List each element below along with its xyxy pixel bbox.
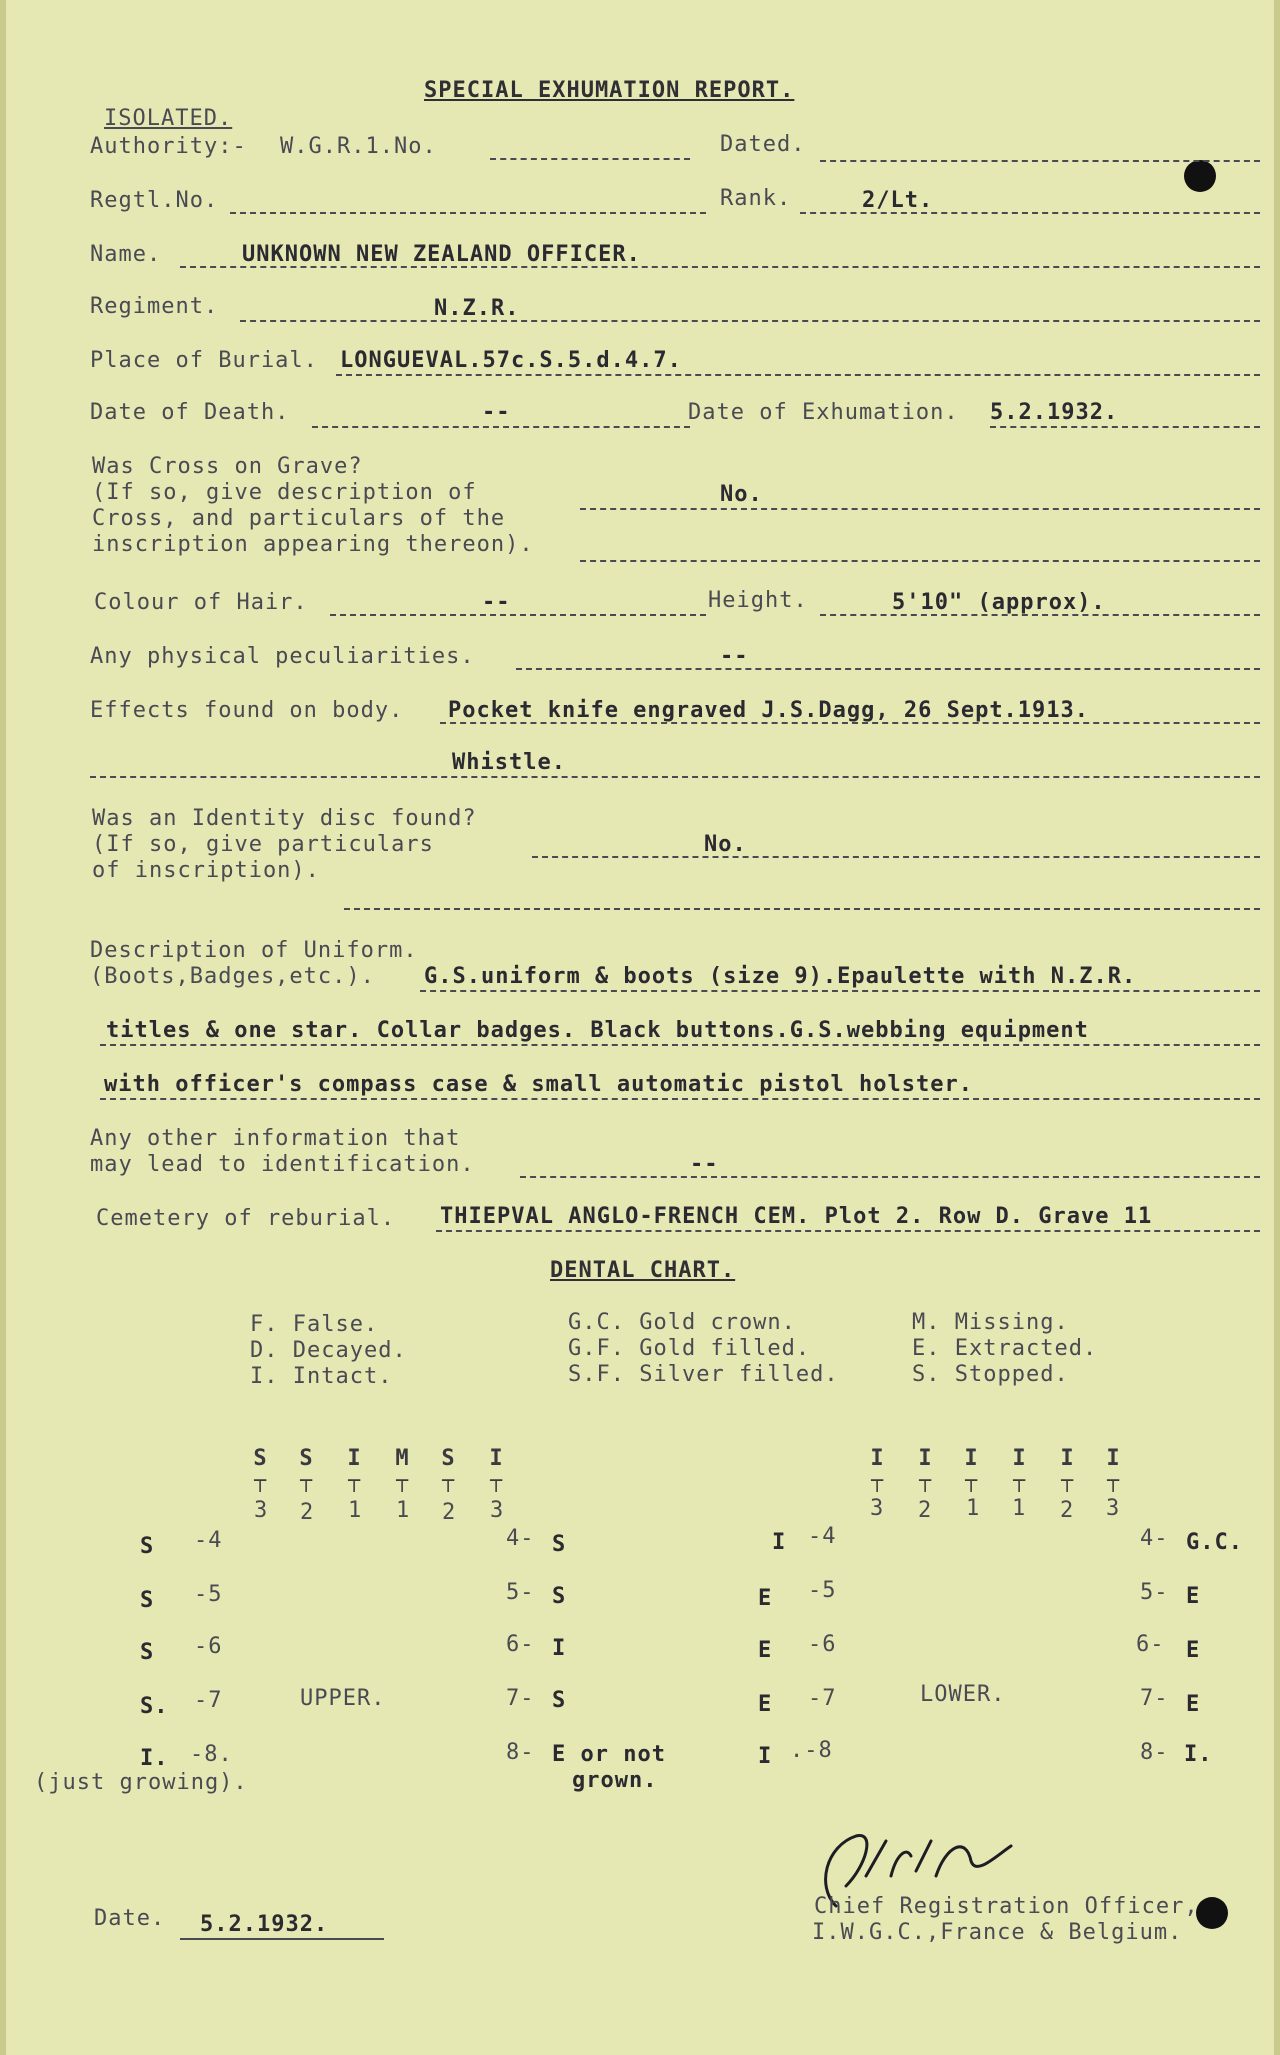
- regiment-line: [240, 320, 1260, 322]
- uniform-rule-1: [420, 990, 1260, 992]
- height-line: [820, 614, 1260, 616]
- lower-right-code-5: E: [1186, 1584, 1201, 1609]
- effects-value: Pocket knife engraved J.S.Dagg, 26 Sept.1913.: [448, 698, 1090, 723]
- lower-right-code-4: G.C.: [1186, 1530, 1243, 1555]
- lower-right-num-8: 8-: [1140, 1740, 1169, 1765]
- upper-left-code-7: S.: [140, 1694, 169, 1719]
- cross-question-4: inscription appearing thereon).: [92, 532, 534, 557]
- cross-line-1: [580, 508, 1260, 510]
- upper-left-code-8: I.: [140, 1746, 169, 1771]
- effects-label: Effects found on body.: [90, 698, 404, 723]
- upper-tooth-r1: I ┬: [347, 1446, 361, 1492]
- cemetery-label: Cemetery of reburial.: [96, 1206, 396, 1231]
- cross-line-2: [580, 560, 1260, 562]
- cemetery-value: THIEPVAL ANGLO-FRENCH CEM. Plot 2. Row D. Grave 11: [440, 1204, 1153, 1229]
- office-line-1: Chief Registration Officer,: [814, 1894, 1199, 1919]
- effects-value-2: Whistle.: [452, 750, 566, 775]
- lower-left-num-8: .-8: [790, 1738, 833, 1763]
- cross-value: No.: [720, 482, 763, 507]
- exhumation-label: Date of Exhumation.: [688, 400, 959, 425]
- exhumation-line: [990, 426, 1260, 428]
- lower-left-num-5: -5: [808, 1578, 837, 1603]
- burial-value: LONGUEVAL.57c.S.5.d.4.7.: [340, 348, 682, 373]
- lower-num-r1: 1: [966, 1496, 981, 1521]
- legend-gold-crown: G.C. Gold crown.: [568, 1310, 796, 1335]
- legend-missing: M. Missing.: [912, 1310, 1069, 1335]
- upper-left-code-4: S: [140, 1534, 155, 1559]
- lower-num-l1: 1: [1012, 1496, 1027, 1521]
- legend-extracted: E. Extracted.: [912, 1336, 1098, 1361]
- upper-left-num-7: -7: [194, 1688, 223, 1713]
- lower-tooth-r1: I ┬: [964, 1446, 978, 1492]
- hair-value: --: [482, 590, 511, 615]
- upper-num-r1: 1: [348, 1498, 363, 1523]
- dental-title: DENTAL CHART.: [550, 1258, 736, 1283]
- legend-false: F. False.: [250, 1312, 379, 1337]
- page-edge-left: [0, 0, 6, 2055]
- death-line: [312, 426, 690, 428]
- upper-right-code-6: I: [552, 1636, 567, 1661]
- lower-left-code-5: E: [758, 1586, 773, 1611]
- height-value: 5'10" (approx).: [892, 590, 1106, 615]
- authority-label: Authority:-: [90, 134, 247, 159]
- upper-left-code-6: S: [140, 1640, 155, 1665]
- lower-right-code-6: E: [1186, 1638, 1201, 1663]
- lower-left-code-7: E: [758, 1692, 773, 1717]
- upper-right-code-5: S: [552, 1584, 567, 1609]
- regtl-line: [230, 212, 706, 214]
- effects-line-1: [440, 722, 1260, 724]
- cross-question-2: (If so, give description of: [92, 480, 477, 505]
- other-label-1: Any other information that: [90, 1126, 461, 1151]
- disc-line-2: [344, 908, 1260, 910]
- upper-tooth-r3: S ┬: [253, 1446, 267, 1492]
- upper-right-note: grown.: [572, 1768, 658, 1793]
- lower-tooth-l2: I ┬: [1060, 1446, 1074, 1492]
- lower-left-num-6: -6: [808, 1632, 837, 1657]
- lower-left-code-6: E: [758, 1638, 773, 1663]
- regtl-label: Regtl.No.: [90, 188, 219, 213]
- upper-num-l1: 1: [396, 1498, 411, 1523]
- lower-right-num-7: 7-: [1140, 1686, 1169, 1711]
- physical-value: --: [720, 644, 749, 669]
- rank-line: [800, 212, 1260, 214]
- lower-right-num-6: 6-: [1136, 1632, 1165, 1657]
- upper-num-l2: 2: [442, 1500, 457, 1525]
- disc-question-3: of inscription).: [92, 858, 320, 883]
- page-edge-right: [1274, 0, 1280, 2055]
- uniform-rule-2: [100, 1044, 1260, 1046]
- upper-tooth-l3: I ┬: [489, 1446, 503, 1492]
- legend-gold-filled: G.F. Gold filled.: [568, 1336, 811, 1361]
- regiment-label: Regiment.: [90, 294, 219, 319]
- upper-right-num-8: 8-: [506, 1740, 535, 1765]
- name-line: [180, 266, 1260, 268]
- upper-right-code-7: S: [552, 1688, 567, 1713]
- upper-num-r2: 2: [300, 1500, 315, 1525]
- lower-left-code-8: I: [758, 1744, 773, 1769]
- exhumation-value: 5.2.1932.: [990, 400, 1119, 425]
- lower-tooth-l1: I ┬: [1012, 1446, 1026, 1492]
- other-label-2: may lead to identification.: [90, 1152, 475, 1177]
- lower-right-code-7: E: [1186, 1692, 1201, 1717]
- regiment-value: N.Z.R.: [434, 296, 520, 321]
- disc-line-1: [532, 856, 1260, 858]
- lower-tooth-l3: I ┬: [1106, 1446, 1120, 1492]
- punch-hole-bottom: [1196, 1897, 1228, 1929]
- hair-label: Colour of Hair.: [94, 590, 308, 615]
- rank-value: 2/Lt.: [862, 188, 934, 213]
- upper-right-num-6: 6-: [506, 1632, 535, 1657]
- upper-label: UPPER.: [300, 1686, 386, 1711]
- upper-tooth-r2: S ┬: [299, 1446, 313, 1492]
- footer-date-line: [180, 1938, 384, 1940]
- lower-tooth-r3: I ┬: [870, 1446, 884, 1492]
- rank-label: Rank.: [720, 186, 792, 211]
- uniform-line-3: with officer's compass case & small automatic pistol holster.: [104, 1072, 973, 1097]
- burial-line: [336, 374, 1260, 376]
- legend-silver-filled: S.F. Silver filled.: [568, 1362, 839, 1387]
- office-line-2: I.W.G.C.,France & Belgium.: [812, 1920, 1183, 1945]
- upper-left-note: (just growing).: [34, 1770, 248, 1795]
- footer-date-value: 5.2.1932.: [200, 1912, 329, 1937]
- upper-right-num-5: 5-: [506, 1580, 535, 1605]
- effects-line-2: [90, 776, 1260, 778]
- lower-left-code-4: I: [772, 1530, 787, 1555]
- lower-num-l2: 2: [1060, 1498, 1075, 1523]
- lower-right-num-4: 4-: [1140, 1526, 1169, 1551]
- upper-left-num-6: -6: [194, 1634, 223, 1659]
- dated-label: Dated.: [720, 132, 806, 157]
- isolated-mark: ISOLATED.: [104, 106, 233, 131]
- uniform-line-2: titles & one star. Collar badges. Black buttons.G.S.webbing equipment: [106, 1018, 1089, 1043]
- upper-num-l3: 3: [490, 1498, 505, 1523]
- other-value: --: [690, 1152, 719, 1177]
- legend-decayed: D. Decayed.: [250, 1338, 407, 1363]
- disc-question-1: Was an Identity disc found?: [92, 806, 477, 831]
- lower-num-l3: 3: [1106, 1496, 1121, 1521]
- upper-right-num-4: 4-: [506, 1526, 535, 1551]
- lower-left-num-4: -4: [808, 1524, 837, 1549]
- lower-right-num-5: 5-: [1140, 1580, 1169, 1605]
- disc-question-2: (If so, give particulars: [92, 832, 434, 857]
- physical-line: [516, 668, 1260, 670]
- authority-line: [490, 158, 690, 160]
- cemetery-line: [436, 1230, 1260, 1232]
- other-line: [520, 1176, 1260, 1178]
- uniform-label-1: Description of Uniform.: [90, 938, 418, 963]
- uniform-line-1: G.S.uniform & boots (size 9).Epaulette with N.Z.R.: [424, 964, 1137, 989]
- lower-right-code-8: I.: [1184, 1742, 1213, 1767]
- report-title: SPECIAL EXHUMATION REPORT.: [424, 78, 795, 103]
- legend-intact: I. Intact.: [250, 1364, 393, 1389]
- upper-left-num-4: -4: [194, 1528, 223, 1553]
- cross-question-3: Cross, and particulars of the: [92, 506, 506, 531]
- burial-label: Place of Burial.: [90, 348, 318, 373]
- legend-stopped: S. Stopped.: [912, 1362, 1069, 1387]
- cross-question-1: Was Cross on Grave?: [92, 454, 363, 479]
- upper-right-num-7: 7-: [506, 1686, 535, 1711]
- lower-num-r3: 3: [870, 1496, 885, 1521]
- uniform-rule-3: [100, 1098, 1260, 1100]
- punch-hole-top: [1184, 160, 1216, 192]
- lower-left-num-7: -7: [808, 1686, 837, 1711]
- height-label: Height.: [708, 588, 808, 613]
- physical-label: Any physical peculiarities.: [90, 644, 475, 669]
- death-label: Date of Death.: [90, 400, 290, 425]
- upper-left-num-8: -8.: [190, 1742, 233, 1767]
- authority-value: W.G.R.1.No.: [280, 134, 437, 159]
- name-label: Name.: [90, 242, 162, 267]
- hair-line: [330, 614, 706, 616]
- upper-tooth-l2: S ┬: [441, 1446, 455, 1492]
- upper-num-r3: 3: [254, 1498, 269, 1523]
- upper-left-num-5: -5: [194, 1582, 223, 1607]
- upper-left-code-5: S: [140, 1588, 155, 1613]
- upper-tooth-l1: M ┬: [395, 1446, 409, 1492]
- upper-right-code-4: S: [552, 1532, 567, 1557]
- lower-label: LOWER.: [920, 1682, 1006, 1707]
- disc-value: No.: [704, 832, 747, 857]
- footer-date-label: Date.: [94, 1906, 166, 1931]
- lower-num-r2: 2: [918, 1498, 933, 1523]
- uniform-label-2: (Boots,Badges,etc.).: [90, 964, 375, 989]
- name-value: UNKNOWN NEW ZEALAND OFFICER.: [242, 242, 641, 267]
- death-value: --: [482, 400, 511, 425]
- dated-line: [820, 160, 1260, 162]
- lower-tooth-r2: I ┬: [918, 1446, 932, 1492]
- upper-right-code-8: E or not: [552, 1742, 666, 1767]
